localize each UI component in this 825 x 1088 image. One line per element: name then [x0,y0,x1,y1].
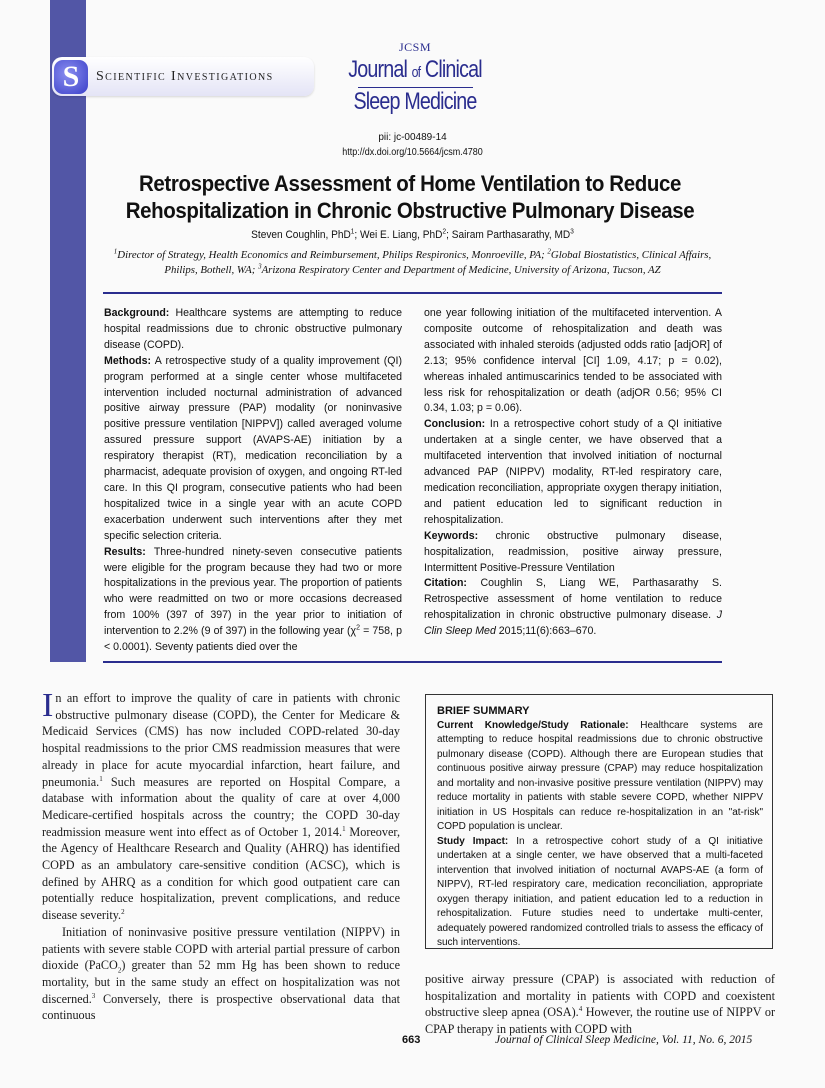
body-paragraph-1: In an effort to improve the quality of care in patients with chronic obstructive pulmonary disease (COPD), the Center for Medicare & Medicaid Services (CMS) has now included COPD-related 30-day hospital readmissions to the prior CMS readmission measures that were already in place for acute myocardial infarction, heart failure, and pneumonia.$^1$ Such measures are reported on Hospital Compare, a database with information about the quality of care at over 4,000 Medicare-certified hospitals across the country; the COPD 30-day readmission measure went into effect as of October 1, 2014.$^1$ Moreover, the Agency of Healthcare Research and Quality (AHRQ) has identified COPD as an ambulatory care-sensitive condition (ACSC), which is defined by AHRQ as a condition for which good outpatient care can potentially reduce hospitalization, prevent complications, and reduce disease severity.$^2$ [42,687,400,923]
article-title: Retrospective Assessment of Home Ventilation to Reduce Rehospitalization in Chronic Obstructive Pulmonary Disease [125,171,695,223]
abstract-keywords: Keywords: chronic obstructive pulmonary disease, hospitalization, readmission, positive airway pressure, Intermittent Positive-Pressure Ventilation [424,529,722,574]
body-paragraph-2: Initiation of noninvasive positive pressure ventilation (NIPPV) in patients with severe stable COPD with arterial partial pressure of carbon dioxide (PaCO$_2$) greater than 52 mm Hg has been shown to reduce mortality, but in the same study an effect on hospitalization was not discerned.$^3$ Conversely, there is prospective observational data that continuous [42,924,400,1023]
author: Sairam Parthasarathy, MD [451,229,571,241]
abstract-background: Background: Healthcare systems are attempting to reduce hospital readmissions due to chronic obstructive pulmonary disease (COPD). [104,307,402,351]
abstract-methods: Methods: A retrospective study of a quality improvement (QI) program performed at a single center whose multifaceted intervention included nocturnal administration of advanced positive airway pressure (PAP) modality (or noninvasive positive pressure ventilation [NIPPV]) called averaged volume assured pressure support (AVAPS-AE) initiation by a respiratory therapist (RT), medication reconciliation by a pharmacist, adequate provision of oxygen, and ongoing RT-led care. In this QI program, consecutive patients who had been hospitalized twice in a single year with an acute COPD exacerbation underwent such interventions after they met specific selection criteria. [104,354,402,542]
sidebar-accent-bar [50,0,86,662]
body-right-column [425,971,775,1038]
pii: pii: jc-00489-14 [378,132,447,143]
affiliations: $^1$Director of Strategy, Health Economics and Reimbursement, Philips Respironics, Monroeville, PA; $^2$Global Biostatistics, Clinical Affairs, Philips, Bothell, WA; $^3$Arizona Respiratory Center and Department of Medicine, University of Arizona, Tucson, AZ [113,247,712,276]
body-paragraph-right: positive airway pressure (CPAP) is associated with reduction of hospitalization and mortality in patients with COPD and coexistent obstructive sleep apnea (OSA).$^4$ However, the routine use of NIPPV or CPAP therapy in patients with COPD with [425,972,775,1037]
abstract-results: Results: Three-hundred ninety-seven consecutive patients were eligible for the program because they had two or more hospitalizations in the previous year. The proportion of patients who were readmitted on two or more occasions decreased from 100% (397 of 397) in the year prior to initiation of intervention to 2.2% (9 of 397) in the following year ($\chi^2 = 758$, p < 0.0001). Seventy patients died over the [104,545,402,654]
journal-name-line2: Sleep Medicine [353,88,477,115]
abstract-conclusion: Conclusion: In a retrospective cohort study of a QI initiative undertaken at a single center, we have observed that a multifaceted intervention that involved initiation of nocturnal advanced PAP (NIPPV) modality, RT-led respiratory care, medication reconciliation, appropriate oxygen therapy initiation, and patient education led to significant reduction in rehospitalization. [424,418,722,526]
brief-summary-rationale: Current Knowledge/Study Rationale: Healthcare systems are attempting to reduce hospital readmissions due to chronic obstructive pulmonary disease (COPD). Although there are European studies that continuous positive airway pressure (CPAP) may reduce hospitalization and mortality and non-invasive positive pressure ventilation (NIPPV) may reduce mortality in patients with stable severe COPD, whether NIPPV initiation in US Hospitals can reduce re-hospitalization in an "at-risk" COPD population is unclear. [437,719,763,832]
body-left-column [42,687,400,1024]
brief-summary-impact: Study Impact: In a retrospective cohort study of a QI initiative undertaken at a single center, we have observed that a multi-faceted intervention that involved initiation of nocturnal AVAPS-AE (a form of NIPPV), RT-led respiratory care, medication reconciliation, appropriate oxygen therapy initiation, and patient education led to a reduction in rehospitalization. Future studies need to undertake multi-center, adequately powered randomized controlled trials to assess the efficacy of such interventions. [437,835,763,948]
author: Steven Coughlin, PhD [251,229,351,241]
abstract-top-rule [103,292,722,294]
abstract-results-cont: one year following initiation of the multifaceted intervention. A composite outcome of rehospitalization and death was associated with inhaled steroids (adjusted odds ratio [adjOR] of 2.13; 95% confidence interval [CI] 1.09, 4.17; p = 0.02), whereas inhaled antimuscarinics tended to be associated with less risk for rehospitalization or death (adjOR 0.56; 95% CI 0.34, 1.03; p = 0.06). [424,307,722,415]
author: Wei E. Liang, PhD [359,229,443,241]
journal-logo [330,40,500,115]
author-list: Steven Coughlin, PhD$^1$; Wei E. Liang, PhD$^2$; Sairam Parthasarathy, $MD^3$ [251,228,574,241]
section-banner-label: Scientific Investigations [96,68,274,84]
abstract-bottom-rule [103,661,722,663]
section-logo-icon: S [54,60,88,94]
journal-abbrev: JCSM [398,40,432,54]
journal-name-line1: Journal of Clinical [348,56,482,83]
abstract-left-column [104,306,402,656]
drop-cap: I [42,687,54,724]
brief-summary-box [425,694,773,949]
footer-journal-reference: Journal of Clinical Sleep Medicine, Vol. 11, No. 6, 2015 [495,1034,753,1046]
brief-summary-heading: BRIEF SUMMARY [437,705,530,717]
abstract-right-column [424,306,722,640]
abstract-citation: Citation: Coughlin S, Liang WE, Parthasarathy S. Retrospective assessment of home ventilation to reduce rehospitalization in chronic obstructive pulmonary disease. J Clin Sleep Med 2015;11(6):663–670. [424,577,722,638]
section-banner [52,57,314,96]
page-number: 663 [402,1034,421,1046]
doi-link[interactable]: http://dx.doi.org/10.5664/jcsm.4780 [342,147,483,158]
